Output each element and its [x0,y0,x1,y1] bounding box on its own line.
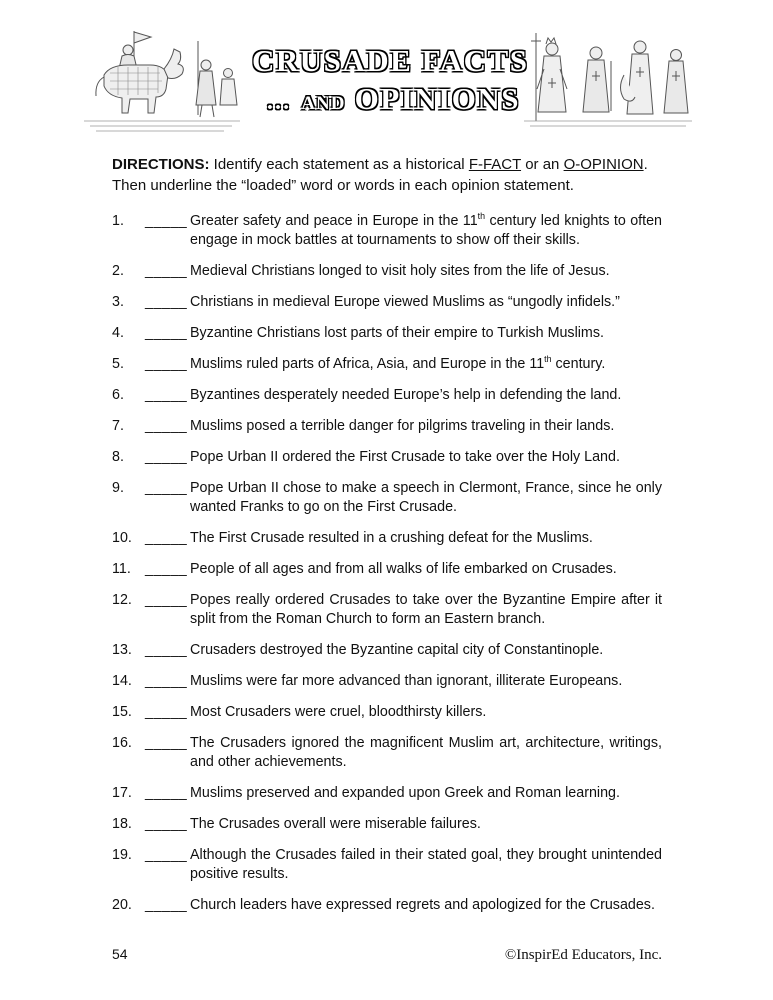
copyright-notice: ©InspirEd Educators, Inc. [504,947,662,963]
statement-text: Muslims ruled parts of Africa, Asia, and Europe in the 11th century. [190,354,606,372]
directions-key-term: F-FACT [468,156,522,173]
title-line-2 [252,81,520,117]
statement-text: Pope Urban II ordered the First Crusade to take over the Holy Land. [190,449,620,465]
statement-text: Crusaders destroyed the Byzantine capital city of Constantinople. [190,642,604,658]
statement-row [112,386,662,405]
statement-row [112,591,662,629]
worksheet-header [82,20,692,140]
statement-number: 3. [112,294,124,310]
statement-number: 20. [112,897,132,913]
statement-row [112,896,662,915]
standing-crusaders-illustration [518,23,698,137]
directions-segment: . [643,156,648,173]
statement-text: Christians in medieval Europe viewed Muslims as “ungodly infidels.” [190,294,620,310]
statement-list [112,212,662,915]
statement-row [112,815,662,834]
directions-label: DIRECTIONS: [112,156,210,173]
answer-blank[interactable]: _____ [145,642,188,658]
statement-number: 9. [112,480,124,496]
statement-row [112,672,662,691]
page-number: 54 [112,946,128,962]
worksheet-title [252,43,529,117]
statement-row [112,324,662,343]
answer-blank[interactable]: _____ [145,418,188,434]
statement-row [112,448,662,467]
answer-blank[interactable]: _____ [145,213,188,229]
statement-number: 12. [112,592,132,608]
title-opinions: OPINIONS [354,81,520,116]
statement-number: 16. [112,735,132,751]
knights-engraving-icon [76,23,248,137]
statement-row [112,479,662,517]
title-line-1: CRUSADE FACTS [252,43,529,78]
statement-row [112,262,662,281]
page-footer [112,946,662,964]
statement-row [112,641,662,660]
statement-row [112,417,662,436]
answer-blank[interactable]: _____ [145,735,188,751]
answer-blank[interactable]: _____ [145,785,188,801]
statement-row [112,293,662,312]
answer-blank[interactable]: _____ [145,294,188,310]
answer-blank[interactable]: _____ [145,704,188,720]
statement-number: 11. [112,561,131,577]
statement-number: 15. [112,704,132,720]
statement-row [112,212,662,250]
answer-blank[interactable]: _____ [145,325,188,341]
answer-blank[interactable]: _____ [145,356,188,372]
statement-text: Church leaders have expressed regrets and apologized for the Crusades. [190,897,655,913]
statement-number: 8. [112,449,124,465]
answer-blank[interactable]: _____ [145,387,188,403]
directions-line2: Then underline the “loaded” word or words in each opinion statement. [112,177,574,194]
answer-blank[interactable]: _____ [145,530,188,546]
statement-row [112,355,662,374]
statement-row [112,784,662,803]
statement-number: 10. [112,530,132,546]
statement-number: 19. [112,847,132,863]
directions [112,154,662,196]
answer-blank[interactable]: _____ [145,480,188,496]
statement-text: The Crusaders ignored the magnificent Muslim art, architecture, writings, and other achievements. [190,735,662,770]
statement-text: Byzantine Christians lost parts of their empire to Turkish Muslims. [190,325,604,341]
statement-text: Muslims were far more advanced than ignorant, illiterate Europeans. [190,673,623,689]
statement-row [112,846,662,884]
statement-row [112,703,662,722]
statement-text: Medieval Christians longed to visit holy sites from the life of Jesus. [190,263,610,279]
statement-number: 7. [112,418,124,434]
statement-text: Muslims preserved and expanded upon Greek and Roman learning. [190,785,620,801]
statement-number: 1. [112,213,124,229]
title-ellipsis: … [266,89,292,115]
directions-segment: Identify each statement as a historical [209,156,469,173]
crusaders-engraving-icon [518,23,698,137]
answer-blank[interactable]: _____ [145,673,188,689]
statement-number: 17. [112,785,132,801]
statement-text: People of all ages and from all walks of life embarked on Crusades. [190,561,617,577]
statement-text: Although the Crusades failed in their stated goal, they brought unintended positive results. [190,847,662,882]
statement-text: Byzantines desperately needed Europe’s help in defending the land. [190,387,622,403]
directions-segment: or an [521,156,564,173]
statement-text: Greater safety and peace in Europe in the 11th century led knights to often engage in mock battles at tournaments to show off their skills. [190,211,662,248]
statement-number: 18. [112,816,132,832]
answer-blank[interactable]: _____ [145,263,188,279]
answer-blank[interactable]: _____ [145,847,188,863]
directions-key-term: O-OPINION [563,156,644,173]
title-and: AND [301,93,346,114]
statement-number: 14. [112,673,132,689]
statement-number: 6. [112,387,124,403]
statement-number: 2. [112,263,124,279]
answer-blank[interactable]: _____ [145,561,188,577]
statement-text: The First Crusade resulted in a crushing defeat for the Muslims. [190,530,593,546]
statement-text: Pope Urban II chose to make a speech in Clermont, France, since he only wanted Franks to go on the First Crusade. [190,480,662,515]
statement-number: 4. [112,325,124,341]
statement-text: The Crusades overall were miserable failures. [190,816,481,832]
knights-on-horseback-illustration [76,23,248,137]
statement-number: 13. [112,642,132,658]
statement-text: Muslims posed a terrible danger for pilgrims traveling in their lands. [190,418,615,434]
statement-number: 5. [112,356,124,372]
statement-row [112,560,662,579]
answer-blank[interactable]: _____ [145,592,188,608]
answer-blank[interactable]: _____ [145,816,188,832]
statement-text: Popes really ordered Crusades to take over the Byzantine Empire after it split from the Roman Church to form an Eastern branch. [190,592,662,627]
directions-text [210,156,648,173]
statement-text: Most Crusaders were cruel, bloodthirsty killers. [190,704,487,720]
statement-row [112,734,662,772]
answer-blank[interactable]: _____ [145,897,188,913]
statement-row [112,529,662,548]
answer-blank[interactable]: _____ [145,449,188,465]
